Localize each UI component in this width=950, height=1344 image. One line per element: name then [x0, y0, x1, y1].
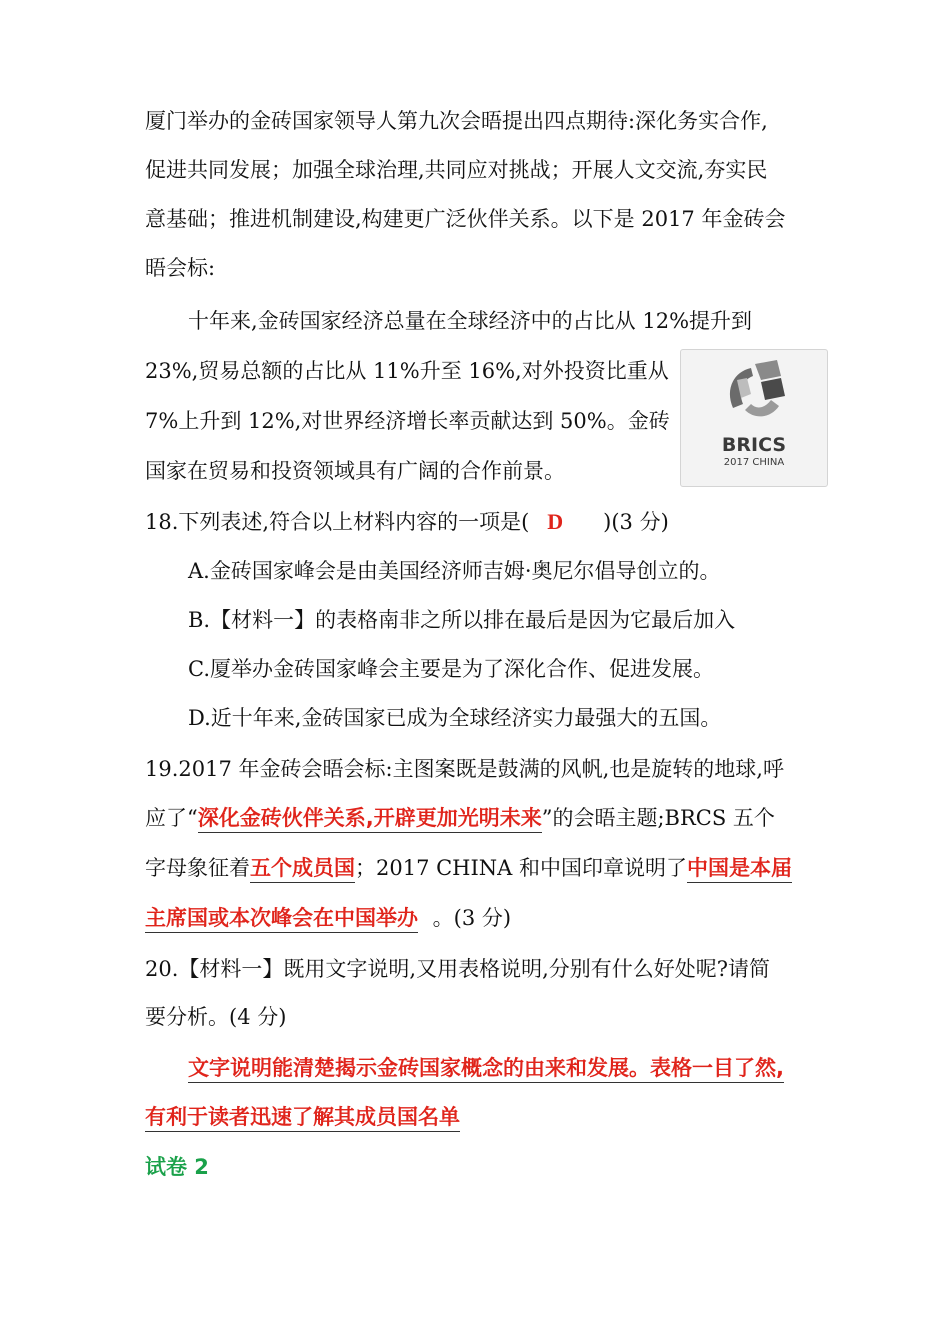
intro-line-1: 厦门举办的金砖国家领导人第九次会晤提出四点期待:深化务实合作, [145, 109, 768, 133]
q19-line-2 [145, 803, 775, 833]
q18-stem [145, 507, 669, 537]
brics-sail-globe-icon [681, 350, 827, 436]
para2-line-4: 国家在贸易和投资领域具有广阔的合作前景。 [145, 459, 565, 483]
q19-line-1: 19.2017 年金砖会晤会标:主图案既是鼓满的风帆,也是旋转的地球,呼 [145, 757, 784, 781]
q18-answer: D [547, 509, 564, 534]
q19-line-3 [145, 853, 792, 883]
q19-l2-post: ”的会晤主题;BRCS 五个 [541, 806, 775, 830]
q19-l3-pre: 字母象征着 [145, 856, 250, 880]
q19-answer-members: 五个成员国 [250, 856, 355, 883]
q20-answer-line-1 [188, 1053, 784, 1083]
q18-option-d: D.近十年来,金砖国家已成为全球经济实力最强大的五国。 [188, 706, 722, 730]
q20-answer-2: 有利于读者迅速了解其成员国名单 [145, 1105, 460, 1132]
para2-line-3: 7%上升到 12%,对世界经济增长率贡献达到 50%。金砖 [145, 409, 670, 433]
q20-line-1: 20.【材料一】既用文字说明,又用表格说明,分别有什么好处呢?请简 [145, 957, 771, 981]
q18-option-b: B.【材料一】的表格南非之所以排在最后是因为它最后加入 [188, 608, 736, 632]
logo-subtitle: 2017 CHINA [723, 457, 785, 468]
brics-logo [680, 349, 828, 487]
q20-answer-line-2 [145, 1102, 460, 1132]
q19-answer-theme: 深化金砖伙伴关系,开辟更加光明未来 [198, 806, 542, 833]
q19-l2-pre: 应了“ [145, 806, 198, 830]
q20-answer-1: 文字说明能清楚揭示金砖国家概念的由来和发展。表格一目了然, [188, 1056, 784, 1083]
q19-answer-host-a: 中国是本届 [687, 856, 792, 883]
intro-line-4: 晤会标: [145, 256, 216, 280]
intro-line-2: 促进共同发展；加强全球治理,共同应对挑战；开展人文交流,夯实民 [145, 158, 768, 182]
section-label: 试卷 2 [145, 1155, 209, 1179]
para2-line-2: 23%,贸易总额的占比从 11%升至 16%,对外投资比重从 [145, 359, 669, 383]
q19-answer-host-b: 主席国或本次峰会在中国举办 [145, 906, 418, 933]
q18-option-c: C.厦举办金砖国家峰会主要是为了深化合作、促进发展。 [188, 657, 714, 681]
q18-suffix: )(3 分) [603, 510, 669, 534]
q18-option-a: A.金砖国家峰会是由美国经济师吉姆·奥尼尔倡导创立的。 [188, 559, 721, 583]
q19-l3-mid: ；2017 CHINA 和中国印章说明了 [355, 856, 688, 880]
logo-brand: BRICS [721, 434, 787, 456]
q19-l4-post: 。(3 分) [426, 906, 512, 930]
q20-line-2: 要分析。(4 分) [145, 1005, 287, 1029]
q18-prefix: 18.下列表述,符合以上材料内容的一项是( [145, 510, 530, 534]
q19-line-4 [145, 903, 511, 933]
para2-line-1: 十年来,金砖国家经济总量在全球经济中的占比从 12%提升到 [188, 309, 753, 333]
intro-line-3: 意基础；推进机制建设,构建更广泛伙伴关系。以下是 2017 年金砖会 [145, 207, 786, 231]
